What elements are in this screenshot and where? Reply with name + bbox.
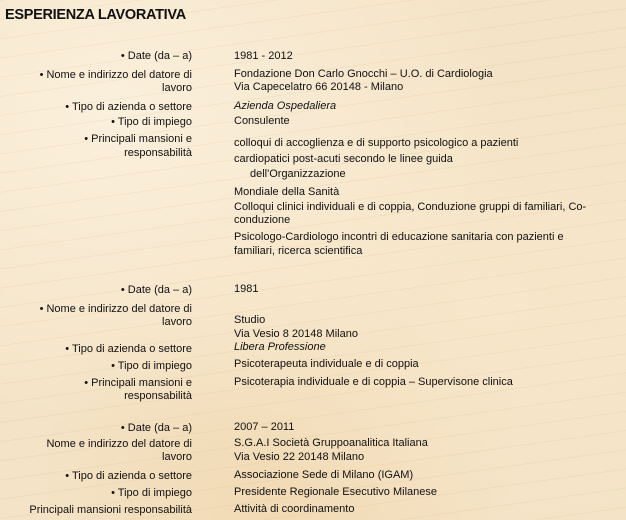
employment-value: Consulente (234, 115, 290, 127)
date-label: • Date (da – a) (120, 284, 192, 296)
employer-name: Studio (234, 314, 266, 326)
employer-label: • Nome e indirizzo del datore di (39, 69, 192, 81)
employment-value: Presidente Regionale Esecutivo Milanese (234, 486, 438, 498)
duties-label-cont: responsabilità (124, 147, 192, 159)
employment-type-label: • Tipo di impiego (111, 360, 192, 372)
duties-label-cont: responsabilità (124, 390, 192, 402)
duties-line: Mondiale della Sanità (234, 186, 340, 198)
employer-name: S.G.A.I Società Gruppoanalitica Italiana (234, 437, 428, 449)
employer-name: Fondazione Don Carlo Gnocchi – U.O. di Cardiologia (234, 68, 493, 80)
sector-value: Associazione Sede di Milano (IGAM) (234, 469, 414, 481)
duties-line: Colloqui clinici individuali e di coppia, Conduzione gruppi di familiari, Co- (234, 201, 587, 213)
duties-line: familiari, ricerca scientifica (234, 245, 363, 257)
duties-line: conduzione (234, 214, 291, 226)
duties-line: Psicoterapia individuale e di coppia – Supervisone clinica (234, 376, 513, 388)
sector-value: Libera Professione (234, 341, 326, 353)
employer-label-cont: lavoro (162, 451, 192, 463)
employer-address: Via Vesio 8 20148 Milano (234, 328, 358, 340)
duties-line: cardiopatici post-acuti secondo le linee guida (234, 153, 453, 165)
employer-label: Nome e indirizzo del datore di (46, 438, 192, 450)
employer-address: Via Capecelatro 66 20148 - Milano (234, 81, 404, 93)
date-label: • Date (da – a) (120, 50, 192, 62)
employer-label-cont: lavoro (162, 316, 192, 328)
sector-label: • Tipo di azienda o settore (65, 470, 192, 482)
duties-line: Psicologo-Cardiologo incontri di educazione sanitaria con pazienti e (234, 231, 564, 243)
sector-label: • Tipo di azienda o settore (65, 343, 192, 355)
duties-label: • Principali mansioni e (84, 133, 192, 145)
duties-label: Principali mansioni responsabilità (29, 504, 192, 516)
employment-value: Psicoterapeuta individuale e di coppia (234, 358, 419, 370)
section-title: ESPERIENZA LAVORATIVA (5, 7, 186, 23)
duties-line: Attività di coordinamento (234, 503, 355, 515)
employment-type-label: • Tipo di impiego (111, 116, 192, 128)
duties-line: dell'Organizzazione (250, 168, 346, 180)
duties-line: colloqui di accoglienza e di supporto psicologico a pazienti (234, 137, 519, 149)
employer-label-cont: lavoro (162, 82, 192, 94)
sector-value: Azienda Ospedaliera (234, 100, 337, 112)
employer-label: • Nome e indirizzo del datore di (39, 303, 192, 315)
date-value: 1981 (234, 283, 259, 295)
date-value: 2007 – 2011 (234, 421, 295, 433)
employer-address: Via Vesio 22 20148 Milano (234, 451, 365, 463)
employment-type-label: • Tipo di impiego (111, 487, 192, 499)
date-label: • Date (da – a) (120, 422, 192, 434)
sector-label: • Tipo di azienda o settore (65, 101, 192, 113)
duties-label: • Principali mansioni e (84, 377, 192, 389)
date-value: 1981 - 2012 (234, 50, 293, 62)
